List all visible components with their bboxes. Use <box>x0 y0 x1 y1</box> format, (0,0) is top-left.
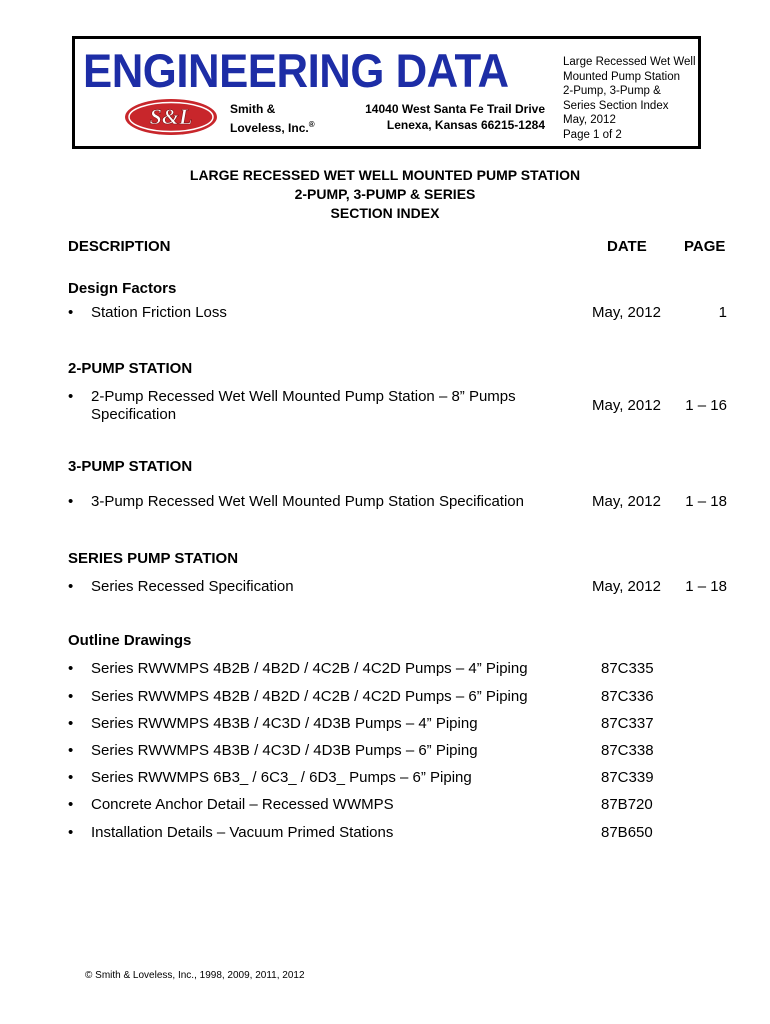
item-date: May, 2012 <box>592 578 661 595</box>
side-info-date: May, 2012 <box>563 114 616 126</box>
item-description: Series RWWMPS 4B3B / 4C3D / 4D3B Pumps – 4” Piping <box>91 715 478 732</box>
side-info-line: Series Section Index <box>563 99 669 112</box>
header-box <box>72 36 701 149</box>
side-info-line: Mounted Pump Station <box>563 70 680 83</box>
item-date: May, 2012 <box>592 493 661 510</box>
item-description: 3-Pump Recessed Wet Well Mounted Pump Station Specification <box>91 493 524 510</box>
section-heading-outline-drawings: Outline Drawings <box>68 632 192 649</box>
side-info-line: Large Recessed Wet Well <box>563 56 696 68</box>
bullet: • <box>68 493 74 510</box>
sl-logo <box>123 97 219 137</box>
drawing-number: 87C335 <box>601 660 654 677</box>
item-page: 1 – 18 <box>685 493 727 510</box>
item-page: 1 – 16 <box>685 397 727 414</box>
bullet: • <box>68 660 74 677</box>
drawing-number: 87B720 <box>601 796 653 813</box>
column-header-description: DESCRIPTION <box>68 238 171 255</box>
document-title <box>0 166 770 223</box>
bullet: • <box>68 388 74 405</box>
item-page: 1 <box>718 304 727 321</box>
side-info-page: Page 1 of 2 <box>563 128 622 141</box>
bullet: • <box>68 796 74 813</box>
bullet: • <box>68 824 74 841</box>
item-description: Series RWWMPS 6B3_ / 6C3_ / 6D3_ Pumps – 6” Piping <box>91 769 472 786</box>
item-description: Series RWWMPS 4B2B / 4B2D / 4C2B / 4C2D Pumps – 4” Piping <box>91 660 528 677</box>
header-side-info <box>563 55 701 142</box>
item-description: Series RWWMPS 4B3B / 4C3D / 4D3B Pumps – 6” Piping <box>91 742 478 759</box>
address-line1: 14040 West Santa Fe Trail Drive <box>365 102 545 116</box>
item-description: Series RWWMPS 4B2B / 4B2D / 4C2B / 4C2D Pumps – 6” Piping <box>91 688 528 705</box>
copyright-footer: © Smith & Loveless, Inc., 1998, 2009, 2011, 2012 <box>85 970 305 981</box>
document-title-line2: 2-PUMP, 3-PUMP & SERIES <box>294 186 476 202</box>
column-header-date: DATE <box>607 238 647 255</box>
item-description: Installation Details – Vacuum Primed Stations <box>91 824 394 841</box>
item-page: 1 – 18 <box>685 578 727 595</box>
address-line2: Lenexa, Kansas 66215-1284 <box>386 118 545 132</box>
company-line1: Smith & <box>230 102 276 116</box>
side-info-line: 2-Pump, 3-Pump & <box>563 85 661 97</box>
company-line2: Loveless, Inc. <box>230 121 309 135</box>
item-date: May, 2012 <box>592 397 661 414</box>
bullet: • <box>68 715 74 732</box>
column-header-page: PAGE <box>684 238 726 255</box>
section-heading-3-pump: 3-PUMP STATION <box>68 458 193 475</box>
bullet: • <box>68 742 74 759</box>
document-title-line1: LARGE RECESSED WET WELL MOUNTED PUMP STATION <box>189 167 581 183</box>
item-description: Concrete Anchor Detail – Recessed WWMPS <box>91 796 394 813</box>
company-address <box>365 101 545 133</box>
drawing-number: 87C336 <box>601 688 654 705</box>
item-description: Station Friction Loss <box>91 304 227 321</box>
drawing-number: 87B650 <box>601 824 653 841</box>
section-heading-design-factors: Design Factors <box>68 280 177 297</box>
logo-text: S&L <box>149 104 193 129</box>
item-description: Series Recessed Specification <box>91 578 294 595</box>
header-title: ENGINEERING DATA <box>83 44 509 97</box>
bullet: • <box>68 578 74 595</box>
document-title-line3: SECTION INDEX <box>330 205 440 221</box>
company-name <box>230 101 315 136</box>
section-heading-2-pump: 2-PUMP STATION <box>68 360 193 377</box>
drawing-number: 87C339 <box>601 769 654 786</box>
item-date: May, 2012 <box>592 304 661 321</box>
registered-mark: ® <box>308 120 315 129</box>
bullet: • <box>68 688 74 705</box>
drawing-number: 87C337 <box>601 715 654 732</box>
bullet: • <box>68 304 74 321</box>
section-heading-series-pump: SERIES PUMP STATION <box>68 550 239 567</box>
drawing-number: 87C338 <box>601 742 654 759</box>
bullet: • <box>68 769 74 786</box>
item-description: 2-Pump Recessed Wet Well Mounted Pump Station – 8” Pumps Specification <box>91 388 516 423</box>
